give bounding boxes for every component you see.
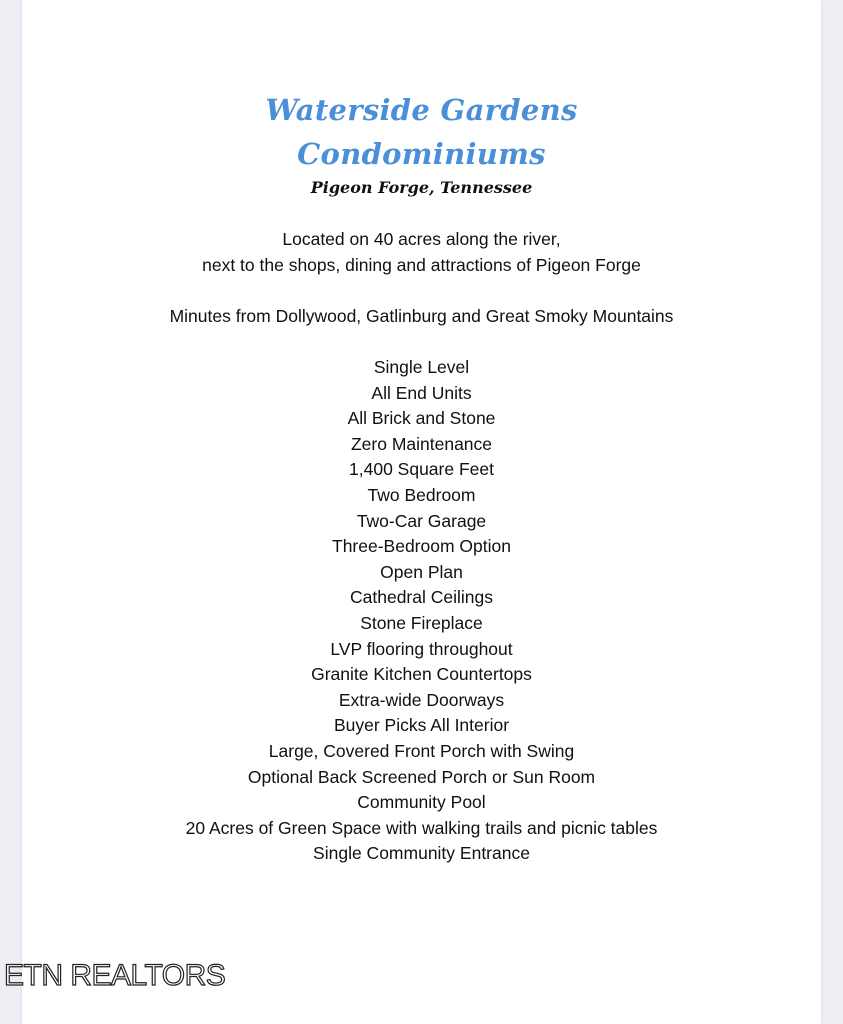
- document-page: [22, 0, 821, 1024]
- feature-item: Community Pool: [357, 792, 486, 813]
- feature-item: Granite Kitchen Countertops: [311, 664, 532, 685]
- feature-item: All Brick and Stone: [347, 408, 496, 429]
- feature-item: Three-Bedroom Option: [332, 536, 511, 557]
- title-line-2: Condominiums: [297, 137, 546, 171]
- feature-item: Optional Back Screened Porch or Sun Room: [247, 766, 596, 787]
- features-list: [22, 355, 821, 867]
- location-line-1: Located on 40 acres along the river,: [282, 229, 561, 249]
- feature-item: Extra-wide Doorways: [338, 689, 505, 710]
- feature-item: Cathedral Ceilings: [350, 587, 493, 608]
- feature-item: Two Bedroom: [367, 484, 476, 505]
- feature-item: Stone Fireplace: [360, 612, 483, 633]
- feature-item: 1,400 Square Feet: [349, 459, 494, 480]
- feature-item: LVP flooring throughout: [330, 638, 513, 659]
- feature-item: Large, Covered Front Porch with Swing: [268, 740, 575, 761]
- location-line-2: next to the shops, dining and attractions of Pigeon Forge: [202, 255, 641, 275]
- feature-item: Buyer Picks All Interior: [333, 715, 510, 736]
- subtitle-location: Pigeon Forge, Tennessee: [310, 178, 533, 197]
- realtor-watermark: ETN REALTORS: [4, 959, 226, 992]
- feature-item: Two-Car Garage: [356, 510, 487, 531]
- title-line-1: Waterside Gardens: [265, 93, 578, 127]
- feature-item: All End Units: [371, 382, 472, 403]
- minutes-line: Minutes from Dollywood, Gatlinburg and Great Smoky Mountains: [169, 306, 674, 326]
- feature-item: Zero Maintenance: [350, 433, 493, 454]
- feature-item: Single Community Entrance: [313, 843, 530, 864]
- feature-item: 20 Acres of Green Space with walking trails and picnic tables: [185, 817, 658, 838]
- feature-item: Single Level: [373, 357, 470, 377]
- feature-item: Open Plan: [380, 561, 463, 582]
